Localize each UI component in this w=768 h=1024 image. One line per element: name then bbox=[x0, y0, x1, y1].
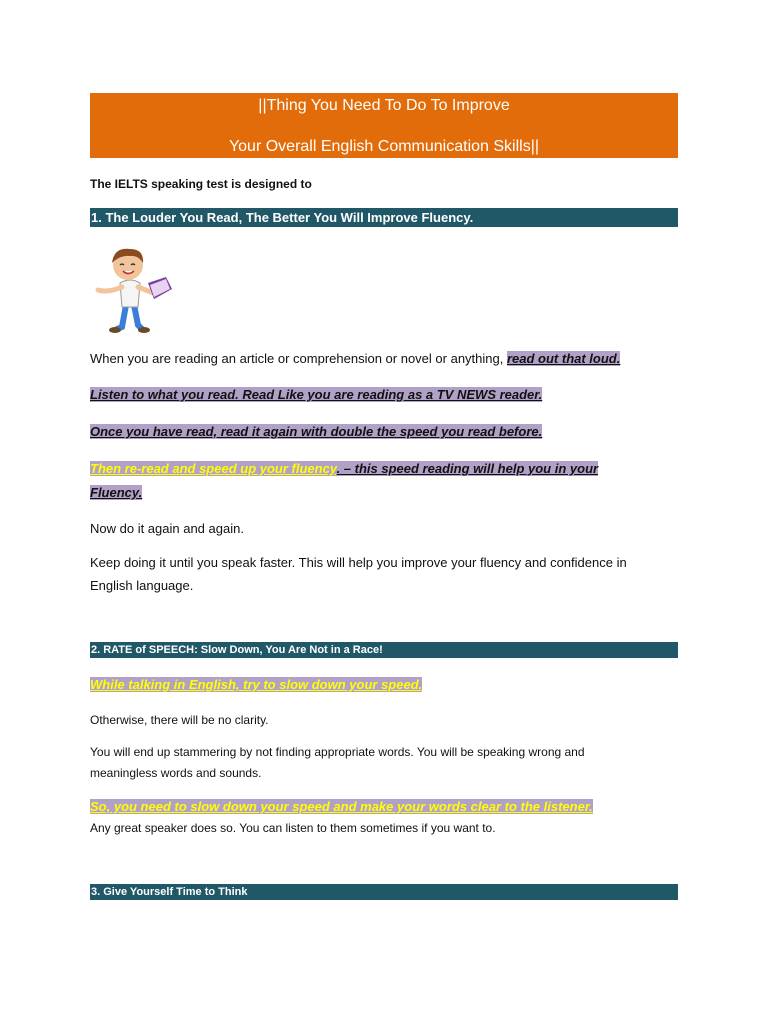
highlight-speed-up-fluency: Then re-read and speed up your fluency bbox=[90, 461, 337, 476]
highlight-read-again: Once you have read, read it again with double the speed you read before. bbox=[90, 424, 543, 439]
section-2-heading: 2. RATE of SPEECH: Slow Down, You Are Not in a Race! bbox=[90, 642, 678, 658]
highlight-slow-down: While talking in English, try to slow down your speed. bbox=[90, 677, 423, 692]
title-line-1: ||Thing You Need To Do To Improve bbox=[258, 97, 510, 114]
paragraph-listen bbox=[90, 387, 678, 402]
paragraph-read-loud bbox=[90, 351, 678, 366]
section-3-heading: 3. Give Yourself Time to Think bbox=[90, 884, 678, 900]
paragraph-again-and-again: Now do it again and again. bbox=[90, 521, 244, 536]
highlight-read-out-loud: read out that loud. bbox=[506, 351, 621, 366]
document-page bbox=[90, 93, 678, 898]
paragraph-read-again bbox=[90, 424, 678, 439]
paragraph-clear-words bbox=[90, 799, 678, 814]
title-line-2: Your Overall English Communication Skills|| bbox=[228, 138, 540, 155]
paragraph-no-clarity: Otherwise, there will be no clarity. bbox=[90, 713, 269, 727]
paragraph-keep-doing-line-2: English language. bbox=[90, 578, 194, 593]
paragraph-keep-doing-line-1: Keep doing it until you speak faster. This will help you improve your fluency and confidence in bbox=[90, 555, 627, 570]
boy-reading-book-icon bbox=[92, 243, 178, 335]
paragraph-great-speaker: Any great speaker does so. You can listen to them sometimes if you want to. bbox=[90, 821, 496, 835]
highlight-fluency: Fluency. bbox=[90, 485, 143, 500]
document-title-box bbox=[90, 93, 678, 158]
paragraph-read-loud-text: When you are reading an article or comprehension or novel or anything, bbox=[90, 351, 507, 366]
paragraph-stammering-line-1: You will end up stammering by not finding appropriate words. You will be speaking wrong and bbox=[90, 745, 585, 759]
intro-text: The IELTS speaking test is designed to bbox=[90, 177, 312, 191]
paragraph-stammering-line-2: meaningless words and sounds. bbox=[90, 766, 262, 780]
highlight-clear-words: So, you need to slow down your speed and make your words clear to the listener. bbox=[90, 799, 593, 814]
paragraph-speed-reading-line-2 bbox=[90, 485, 678, 500]
highlight-listen: Listen to what you read. Read Like you are reading as a TV NEWS reader. bbox=[90, 387, 543, 402]
paragraph-speed-reading-line-1 bbox=[90, 461, 678, 476]
section-1-heading: 1. The Louder You Read, The Better You Will Improve Fluency. bbox=[90, 208, 678, 227]
highlight-speed-reading: . – this speed reading will help you in your bbox=[336, 461, 599, 476]
paragraph-slow-down bbox=[90, 677, 678, 692]
